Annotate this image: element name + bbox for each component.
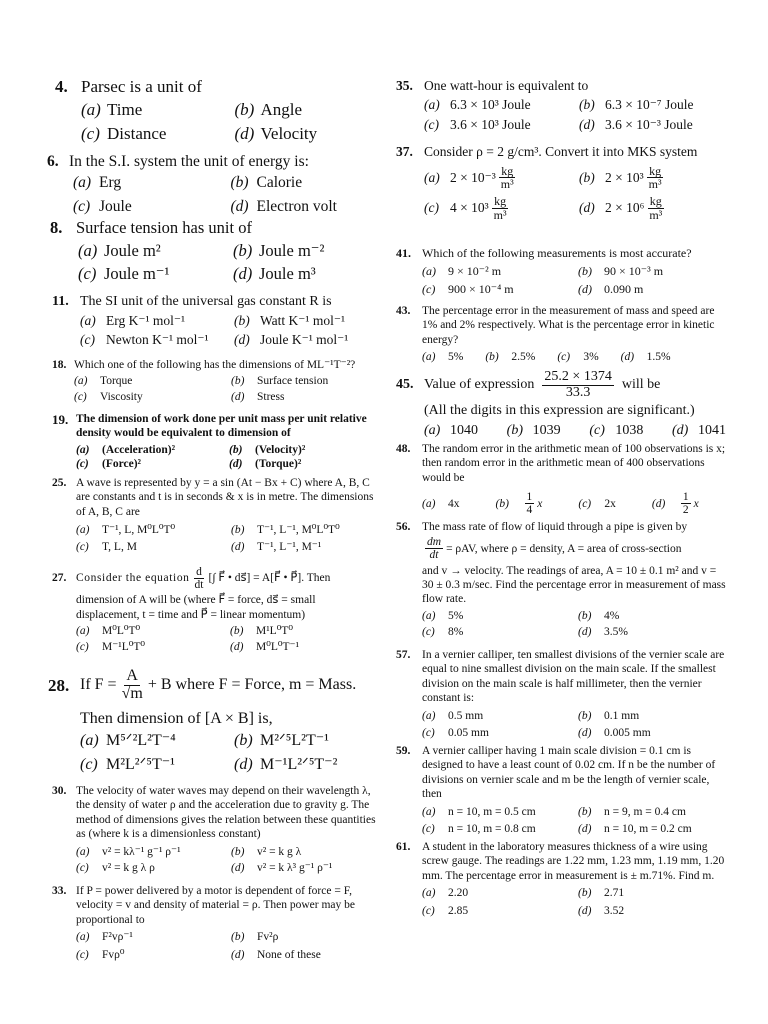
option-a: (a) n = 10, m = 0.5 cm [422,805,536,818]
question-text: The percentage error in the measurement of mass and speed are 1% and 2% respectively. What is the percentage error in kinetic energy? [422,305,715,346]
option-d: (d) 1041 [671,422,726,438]
option-b: (b) 6.3 × 10⁻⁷ Joule [579,96,694,112]
option-d: (d) (Torque)² [229,458,302,471]
option-a: (a) Erg K⁻¹ mol⁻¹ [80,312,186,328]
option-d: (d) None of these [231,948,321,961]
option-a: (a) 9 × 10⁻² m [422,264,502,278]
equation-expression: [∫ F⃗ • ds⃗] = A[F⃗ • P⃗]. Then [208,572,331,585]
question-number: 61. [396,841,411,853]
question-28 [48,668,380,775]
question-number: 37. [396,144,413,159]
option-d: (d) 0.090 m [578,282,644,296]
kg-per-m3-fraction: $\frac{kg}{\text{m³}}$ [648,163,662,192]
question-6 [47,152,380,216]
kg-per-m3-fraction: $\frac{kg}{\text{m³}}$ [500,163,514,192]
option-a: (a) Joule m² [78,240,161,260]
question-45 [396,370,726,439]
question-number: 33. [52,885,67,897]
option-b: (b) Joule m⁻² [233,240,325,260]
option-c: (c) 2.85 [422,904,469,917]
option-a: (a) 1040 [424,422,478,438]
option-b: (b) v² = k g λ [231,845,302,858]
question-number: 41. [396,246,411,260]
option-c: (c) Newton K⁻¹ mol⁻¹ [80,332,209,348]
question-43 [396,304,726,365]
option-d: (d) M⁰L⁰T⁻¹ [230,641,300,654]
option-d: (d) Stress [231,390,285,403]
one-fourth-fraction: $\frac{1}{4}$ [526,491,533,517]
question-number: 45. [396,377,414,393]
question-text: Consider ρ = 2 g/cm³. Convert it into MKS system [424,144,698,159]
question-line-2: (All the digits in this expression are significant.) [424,403,695,419]
question-number: 28. [48,675,70,695]
question-4 [55,76,380,144]
question-27 [52,566,376,655]
question-text: A student in the laboratory measures thickness of a wire using screw gauge. The readings are 1.22 mm, 1.23 mm, 1.19 mm, 1.20 mm. The percentage error in measurement is ± m.71%. Find m. [422,841,725,882]
question-number: 56. [396,521,411,533]
question-41 [396,246,726,297]
question-19 [52,412,374,472]
option-a: (a) T⁻¹, L, M⁰L⁰T⁰ [76,524,176,537]
question-number: 4. [55,77,68,96]
option-b: (b) $\frac{1}{4}$ x [495,491,543,517]
question-text: If P = power delivered by a motor is dependent of force = F, velocity = v and density of material = ρ. Then power may be proportional to [76,885,355,926]
question-text: If F = [80,676,117,694]
option-c: (c) 4 × 10³ $\frac{kg}{\text{m³}}$ [424,194,507,222]
option-c: (c) 3% [557,351,599,364]
option-a: (a) (Acceleration)² [76,443,176,456]
question-text-continued: dimension of A will be (where F⃗ = force, ds⃗ = small displacement, t = time and P⃗ = linear momentum) [76,594,316,621]
option-d: (d) 3.6 × 10⁻³ Joule [579,116,693,132]
option-b: (b) 0.1 mm [578,709,640,722]
question-number: 43. [396,305,411,317]
equation-text: = ρAV, where ρ = density, A = area of cross-section [446,542,682,555]
option-b: (b) Calorie [230,174,303,192]
question-text: In the S.I. system the unit of energy is: [69,153,309,170]
option-a: (a) v² = kλ⁻¹ g⁻¹ ρ⁻¹ [76,845,181,858]
option-a: (a) 5% [422,351,464,364]
option-b: (b) 2 × 10³ $\frac{kg}{\text{m³}}$ [579,163,662,192]
kg-per-m3-fraction: $\frac{kg}{\text{m³}}$ [493,194,507,222]
question-text: A wave is represented by y = a sin (At − Bx + C) where A, B, C are constants and t is in seconds & x is in metre. The dimensions of A, B, C are [76,477,374,518]
option-c: (c) T, L, M [76,540,137,553]
force-fraction: $\frac{A}{√m}$ [121,667,143,702]
options-row [396,491,726,516]
question-text: The mass rate of flow of liquid through a pipe is given by [422,521,688,533]
option-b: (b) n = 9, m = 0.4 cm [578,805,686,818]
question-text: The velocity of water waves may depend on their wavelength λ, the density of water ρ and the acceleration due to gravity g. The method of dimensions gives the relation between these quantities as (where k is a dimensionless constant) [76,785,376,841]
question-text-continued: will be [621,377,661,393]
option-d: (d) 1.5% [620,351,671,364]
question-text: One watt-hour is equivalent to [424,78,589,93]
option-c: (c) Distance [81,123,167,143]
option-c: (c) Viscosity [74,390,143,403]
option-c: (c) n = 10, m = 0.8 cm [422,822,536,835]
option-b: (b) Surface tension [231,375,329,388]
question-37 [396,144,726,221]
option-c: (c) M⁻¹L⁰T⁰ [76,641,146,654]
option-d: (d) T⁻¹, L⁻¹, M⁻¹ [231,540,322,553]
question-11 [52,293,380,349]
question-59 [396,744,726,836]
question-text: Consider the equation [76,572,190,585]
question-number: 35. [396,78,413,93]
option-c: (c) 1038 [589,422,644,438]
option-a: (a) Erg [73,174,122,192]
option-a: (a) 2.20 [422,887,469,900]
option-d: (d) n = 10, m = 0.2 cm [578,822,692,835]
option-c: (c) 0.05 mm [422,726,489,739]
option-c: (c) Fvρ⁰ [76,948,125,961]
option-b: (b) 1039 [506,422,561,438]
option-c: (c) v² = k g λ ρ [76,861,155,874]
question-text: In a vernier calliper, ten smallest divisions of the vernier scale are equal to nine smallest division on the main scale. If the smallest division on the main scale is half millimeter, then the vernier constant is: [422,649,725,705]
option-c: (c) 900 × 10⁻⁴ m [422,282,514,296]
option-c: (c) (Force)² [76,458,141,471]
options-row [396,422,726,440]
option-d: (d) $\frac{1}{2}$ x [651,491,699,517]
question-35 [396,78,726,134]
one-half-fraction: $\frac{1}{2}$ [682,491,689,517]
option-a: (a) Torque [74,375,133,388]
option-c: (c) Joule m⁻¹ [78,264,170,284]
question-56 [396,520,726,639]
question-number: 6. [47,153,59,170]
question-33 [52,884,378,962]
option-a: (a) M⁵ᐟ²L²T⁻⁴ [80,731,176,749]
option-d: (d) Joule m³ [233,264,316,284]
option-a: (a) 0.5 mm [422,709,484,722]
question-text-continued: + B where F = Force, m = Mass. [147,676,357,694]
question-number: 57. [396,649,411,661]
option-a: (a) 2 × 10⁻³ $\frac{kg}{\text{m³}}$ [424,163,514,192]
option-b: (b) 90 × 10⁻³ m [578,264,664,278]
option-d: (d) 0.005 mm [578,726,651,739]
question-number: 30. [52,785,67,797]
option-b: (b) Watt K⁻¹ mol⁻¹ [234,312,346,328]
option-b: (b) 2.71 [578,887,625,900]
question-48 [396,442,726,516]
option-a: (a) F²vρ⁻¹ [76,931,133,944]
question-number: 48. [396,443,411,455]
question-number: 8. [50,218,63,237]
option-d: (d) Velocity [234,123,318,143]
question-18 [52,358,380,404]
option-c: (c) 2x [578,497,616,510]
option-a: (a) 4x [422,497,460,510]
question-text: Value of expression [424,377,535,393]
option-a: (a) 5% [422,609,464,622]
question-number: 59. [396,745,411,757]
question-text: The dimension of work done per unit mass per unit relative density would be equivalent to dimension of [76,413,367,440]
kg-per-m3-fraction: $\frac{kg}{\text{m³}}$ [649,194,663,222]
question-text: Which one of the following has the dimensions of ML⁻¹T⁻²? [74,359,356,371]
option-d: (d) Joule K⁻¹ mol⁻¹ [234,332,349,348]
option-c: (c) 8% [422,626,464,638]
option-c: (c) 3.6 × 10³ Joule [424,116,531,132]
option-b: (b) 4% [578,609,620,622]
question-number: 19. [52,412,69,427]
question-57 [396,648,726,740]
question-text: The SI unit of the universal gas constant R is [80,294,332,309]
option-d: (d) Electron volt [230,197,337,215]
expression-fraction: $\frac{25.2 \times 1374}{33.3}$ [544,369,612,400]
question-number: 11. [52,294,69,309]
option-b: (b) M¹L⁰T⁰ [230,624,293,637]
option-c: (c) M²L²ᐟ⁵T⁻¹ [80,755,175,773]
question-text: A vernier calliper having 1 main scale division = 0.1 cm is designed to have a least count of 0.02 cm. If n be the number of divisions on vernier scale and m be the length of vernier scale, then [422,745,716,801]
question-text-continued: and v → velocity. The readings of area, A = 10 ± 0.1 m² and v = 30 ± 0.3 m/sec. Find the percentage error in measurement of mass flow rate. [422,564,726,606]
derivative-fraction: $\frac{d}{dt}$ [194,566,204,592]
option-b: (b) Angle [234,100,303,120]
option-a: (a) M⁰L⁰T⁰ [76,624,141,637]
option-d: (d) v² = k λ³ g⁻¹ ρ⁻¹ [231,861,333,874]
option-b: (b) (Velocity)² [229,443,306,456]
dm-dt-fraction: $\frac{dm}{dt}$ [427,536,442,562]
option-d: (d) 2 × 10⁶ $\frac{kg}{\text{m³}}$ [579,194,663,222]
question-61 [396,840,726,918]
question-text: Parsec is a unit of [81,77,202,96]
option-b: (b) M²ᐟ⁵L²T⁻¹ [234,731,329,749]
question-8 [50,218,380,285]
question-text: The random error in the arithmetic mean of 100 observations is x; then random error in the arithmetic mean of 400 observations would be [422,443,726,484]
question-number: 27. [52,572,67,585]
question-text: Which of the following measurements is most accurate? [422,246,692,260]
option-c: (c) Joule [73,197,132,215]
question-text: Surface tension has unit of [76,218,252,237]
question-number: 25. [52,477,67,489]
question-number: 18. [52,359,67,371]
option-d: (d) M⁻¹L²ᐟ⁵T⁻² [234,755,338,773]
option-a: (a) 6.3 × 10³ Joule [424,96,531,112]
option-b: (b) Fv²ρ [231,931,279,944]
option-b: (b) 2.5% [485,351,536,364]
option-b: (b) T⁻¹, L⁻¹, M⁰L⁰T⁰ [231,524,340,537]
question-line-2: Then dimension of [A × B] is, [80,709,273,727]
option-a: (a) Time [81,100,143,120]
question-25 [52,476,378,554]
question-30 [52,784,378,875]
option-d: (d) 3.5% [578,626,628,638]
options-row [396,350,726,364]
option-d: (d) 3.52 [578,904,625,917]
